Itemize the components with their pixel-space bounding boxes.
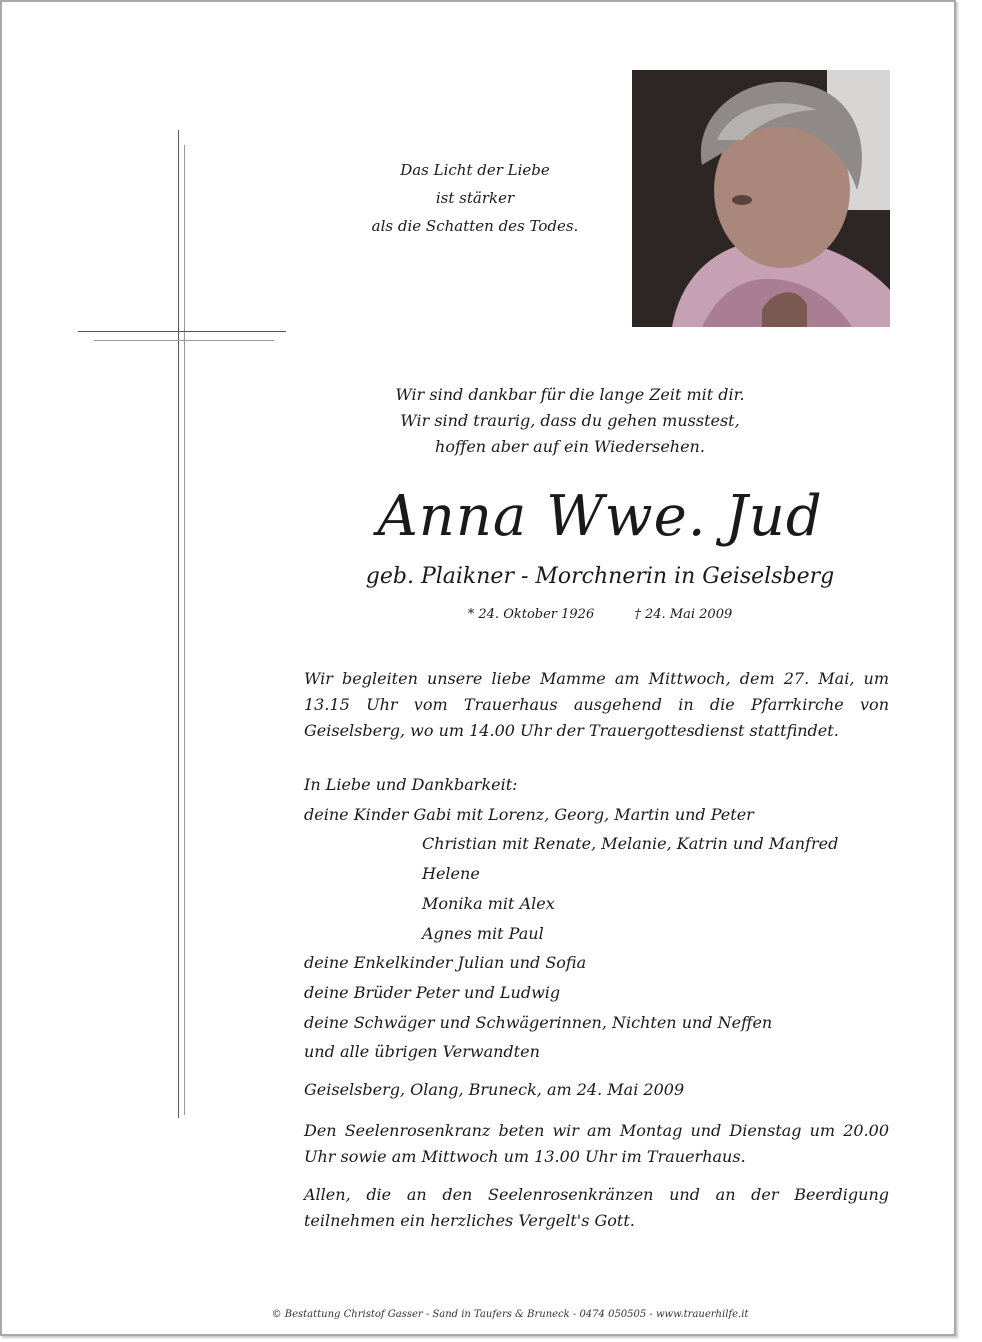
portrait-illustration [632, 70, 890, 327]
motto-line: ist stärker [435, 189, 515, 207]
mourners-inlaws: deine Schwäger und Schwägerinnen, Nichten und Neffen [304, 1012, 773, 1032]
motto [300, 156, 650, 240]
footer-credit: © Bestattung Christof Gasser - Sand in Taufers & Bruneck - 0474 050505 - www.trauerhilfe.it [271, 1309, 749, 1320]
mourners-children: deine Kinder Gabi mit Lorenz, Georg, Martin und Peter [304, 804, 754, 824]
rosary-notice: Den Seelenrosenkranz beten wir am Montag und Dienstag um 20.00 Uhr sowie am Mittwoch um 13.00 Uhr im Trauerhaus. [304, 1121, 889, 1166]
verse [330, 382, 810, 460]
cross-horizontal-line [78, 331, 286, 332]
mourners-children: Christian mit Renate, Melanie, Katrin und Manfred [422, 834, 839, 854]
mourners-list [304, 770, 904, 1067]
mourners-intro: In Liebe und Dankbarkeit: [304, 775, 518, 794]
funeral-announcement: Wir begleiten unsere liebe Mamme am Mittwoch, dem 27. Mai, um 13.15 Uhr vom Trauerhaus ausgehend in die Pfarrkirche von Geiselsberg, wo um 14.00 Uhr der Trauergottesdienst stattfindet. [304, 669, 889, 740]
mourners-children: Monika mit Alex [422, 893, 555, 913]
mourners-children: Helene [422, 864, 480, 884]
motto-line: als die Schatten des Todes. [371, 217, 579, 235]
motto-line: Das Licht der Liebe [400, 161, 550, 179]
place-and-date: Geiselsberg, Olang, Bruneck, am 24. Mai 2009 [304, 1080, 685, 1099]
thanks-notice: Allen, die an den Seelenrosenkränzen und an der Beerdigung teilnehmen ein herzliches Vergelt's Gott. [304, 1185, 889, 1230]
death-date: † 24. Mai 2009 [634, 607, 733, 622]
mourners-relatives: und alle übrigen Verwandten [304, 1042, 540, 1062]
mourners-brothers: deine Brüder Peter und Ludwig [304, 982, 561, 1002]
verse-line: Wir sind dankbar für die lange Zeit mit dir. [395, 385, 745, 404]
verse-line: Wir sind traurig, dass du gehen musstest, [400, 411, 740, 430]
birth-date: * 24. Oktober 1926 [467, 607, 595, 622]
mourners-grandchildren: deine Enkelkinder Julian und Sofia [304, 953, 587, 973]
mourners-children: Agnes mit Paul [422, 923, 544, 943]
cross-vertical-line [178, 130, 179, 1118]
life-dates [420, 607, 780, 622]
birth-name-and-home: geb. Plaikner - Morchnerin in Geiselsberg [365, 564, 835, 589]
portrait-photo [632, 70, 890, 327]
cross-vertical-line-inner [184, 145, 185, 1115]
cross-horizontal-line-inner [94, 340, 274, 341]
verse-line: hoffen aber auf ein Wiedersehen. [435, 437, 705, 456]
deceased-name: Anna Wwe. Jud [377, 484, 823, 549]
